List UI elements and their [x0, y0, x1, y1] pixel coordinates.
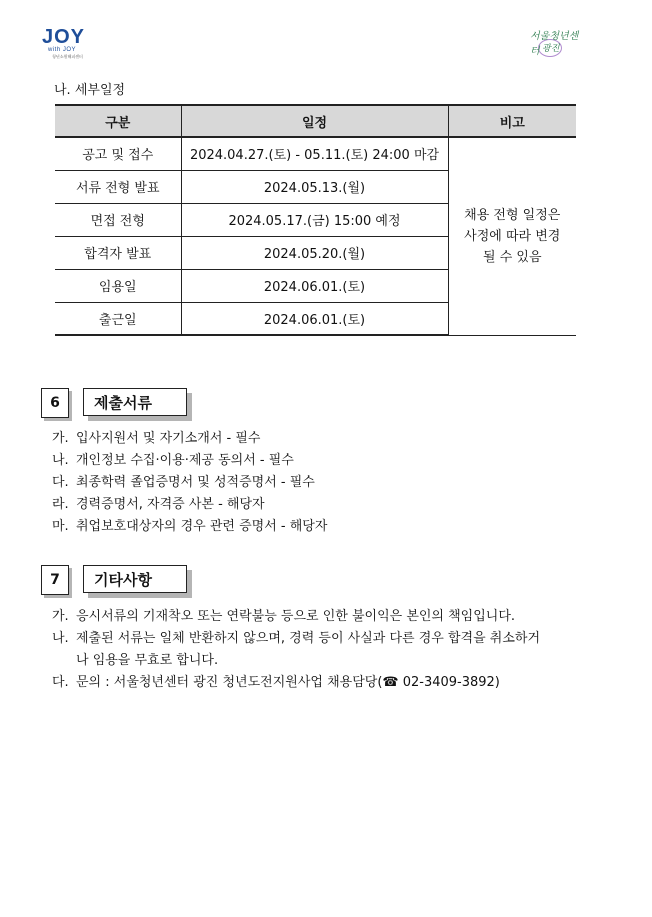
list-marker: 다. [52, 475, 69, 490]
seoul-youth-center-logo [526, 25, 582, 59]
cell-date: 2024.06.01.(토) [181, 302, 448, 335]
list-item [52, 494, 327, 516]
list-text: 응시서류의 기재착오 또는 연락불능 등으로 인한 불이익은 본인의 책임입니다. [76, 609, 516, 624]
note-line: 될 수 있음 [483, 249, 542, 265]
list-marker: 가. [52, 431, 69, 446]
list-text: 최종학력 졸업증명서 및 성적증명서 - 필수 [76, 475, 315, 490]
list-marker: 다. [52, 675, 69, 690]
list-text: 경력증명서, 자격증 사본 - 해당자 [76, 497, 265, 512]
note-line: 채용 전형 일정은 [464, 207, 561, 223]
list-text: 제출된 서류는 일체 반환하지 않으며, 경력 등이 사실과 다른 경우 합격을 취소하거 [76, 631, 541, 646]
cell-category: 합격자 발표 [55, 236, 181, 269]
note-line: 사정에 따라 변경 [464, 228, 561, 244]
table-header-row [55, 105, 576, 137]
notes-list [52, 606, 540, 694]
logo-line1: 서울청년센터 [530, 31, 579, 57]
header-note: 비고 [448, 105, 576, 137]
logo-line2: 광진 [542, 44, 560, 54]
section6-title: 제출서류 [83, 388, 187, 416]
schedule-table [55, 104, 576, 336]
list-text: 개인정보 수집·이용·제공 동의서 - 필수 [76, 453, 294, 468]
cell-note [448, 137, 576, 335]
list-marker: 나. [52, 631, 69, 646]
logo-sub: with JOY [48, 47, 77, 53]
logo-tiny: 청년소원해피센터 [52, 54, 83, 59]
cell-category: 면접 전형 [55, 203, 181, 236]
list-item [52, 450, 327, 472]
cell-date: 2024.05.13.(월) [181, 170, 448, 203]
cell-date: 2024.06.01.(토) [181, 269, 448, 302]
list-text: 문의 : 서울청년센터 광진 청년도전지원사업 채용담당(☎ 02-3409-3892) [76, 675, 500, 690]
cell-date: 2024.05.20.(월) [181, 236, 448, 269]
section7-number: 7 [41, 565, 69, 595]
list-text: 입사지원서 및 자기소개서 - 필수 [76, 431, 261, 446]
list-item [52, 516, 327, 538]
cell-category: 공고 및 접수 [55, 137, 181, 170]
list-item [52, 472, 327, 494]
cell-category: 출근일 [55, 302, 181, 335]
cell-date: 2024.05.17.(금) 15:00 예정 [181, 203, 448, 236]
list-marker: 라. [52, 497, 69, 512]
list-item [52, 628, 540, 672]
documents-list [52, 428, 327, 538]
cell-category: 임용일 [55, 269, 181, 302]
list-item [52, 672, 540, 694]
table-row [55, 137, 576, 170]
joy-logo [42, 26, 94, 58]
logo-word: JOY [42, 26, 86, 48]
list-marker: 나. [52, 453, 69, 468]
cell-category: 서류 전형 발표 [55, 170, 181, 203]
section6-number: 6 [41, 388, 69, 418]
list-marker: 가. [52, 609, 69, 624]
list-marker: 마. [52, 519, 69, 534]
cell-date: 2024.04.27.(토) - 05.11.(토) 24:00 마감 [181, 137, 448, 170]
list-text: 취업보호대상자의 경우 관련 증명서 - 해당자 [76, 519, 328, 534]
list-text-continuation: 나 임용을 무효로 합니다. [76, 653, 219, 668]
header-date: 일정 [181, 105, 448, 137]
header-category: 구분 [55, 105, 181, 137]
section7-title: 기타사항 [83, 565, 187, 593]
list-item [52, 428, 327, 450]
list-item [52, 606, 540, 628]
schedule-heading: 나. 세부일정 [54, 83, 126, 98]
